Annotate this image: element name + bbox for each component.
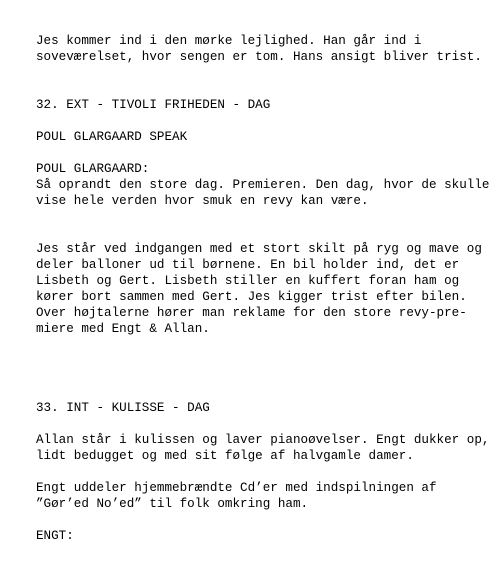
action-line: Jes står ved indgangen med et stort skilt på ryg og mave og — [36, 242, 482, 256]
action-line: Lisbeth og Gert. Lisbeth stiller en kuffert foran ham og — [36, 274, 460, 288]
action-line: kører bort sammen med Gert. Jes kigger trist efter bilen. — [36, 290, 467, 304]
scene-heading: 32. EXT - TIVOLI FRIHEDEN - DAG — [36, 98, 271, 112]
action-line: Allan står i kulissen og laver pianoøvelser. Engt dukker op, — [36, 433, 490, 447]
scene-heading: 33. INT - KULISSE - DAG — [36, 401, 210, 415]
dialogue-line: Så oprandt den store dag. Premieren. Den dag, hvor de skulle — [36, 178, 490, 192]
action-line: deler balloner ud til børnene. En bil holder ind, det er — [36, 258, 460, 272]
action-line: lidt bedugget og med sit følge af halvgamle damer. — [36, 449, 414, 463]
action-line: Jes kommer ind i den mørke lejlighed. Han går ind i — [36, 34, 422, 48]
action-line: soveværelset, hvor sengen er tom. Hans ansigt bliver trist. — [36, 50, 482, 64]
speaker-cue: POUL GLARGAARD SPEAK — [36, 130, 188, 144]
action-line: miere med Engt & Allan. — [36, 322, 210, 336]
character-name: ENGT: — [36, 529, 74, 543]
character-name: POUL GLARGAARD: — [36, 162, 150, 176]
action-line: Engt uddeler hjemmebrændte Cd’er med indspilningen af — [36, 481, 437, 495]
action-line: ”Gør’ed No’ed” til folk omkring ham. — [36, 497, 309, 511]
dialogue-line: vise hele verden hvor smuk en revy kan være. — [36, 194, 369, 208]
action-line: Over højtalerne hører man reklame for den store revy-pre- — [36, 306, 467, 320]
